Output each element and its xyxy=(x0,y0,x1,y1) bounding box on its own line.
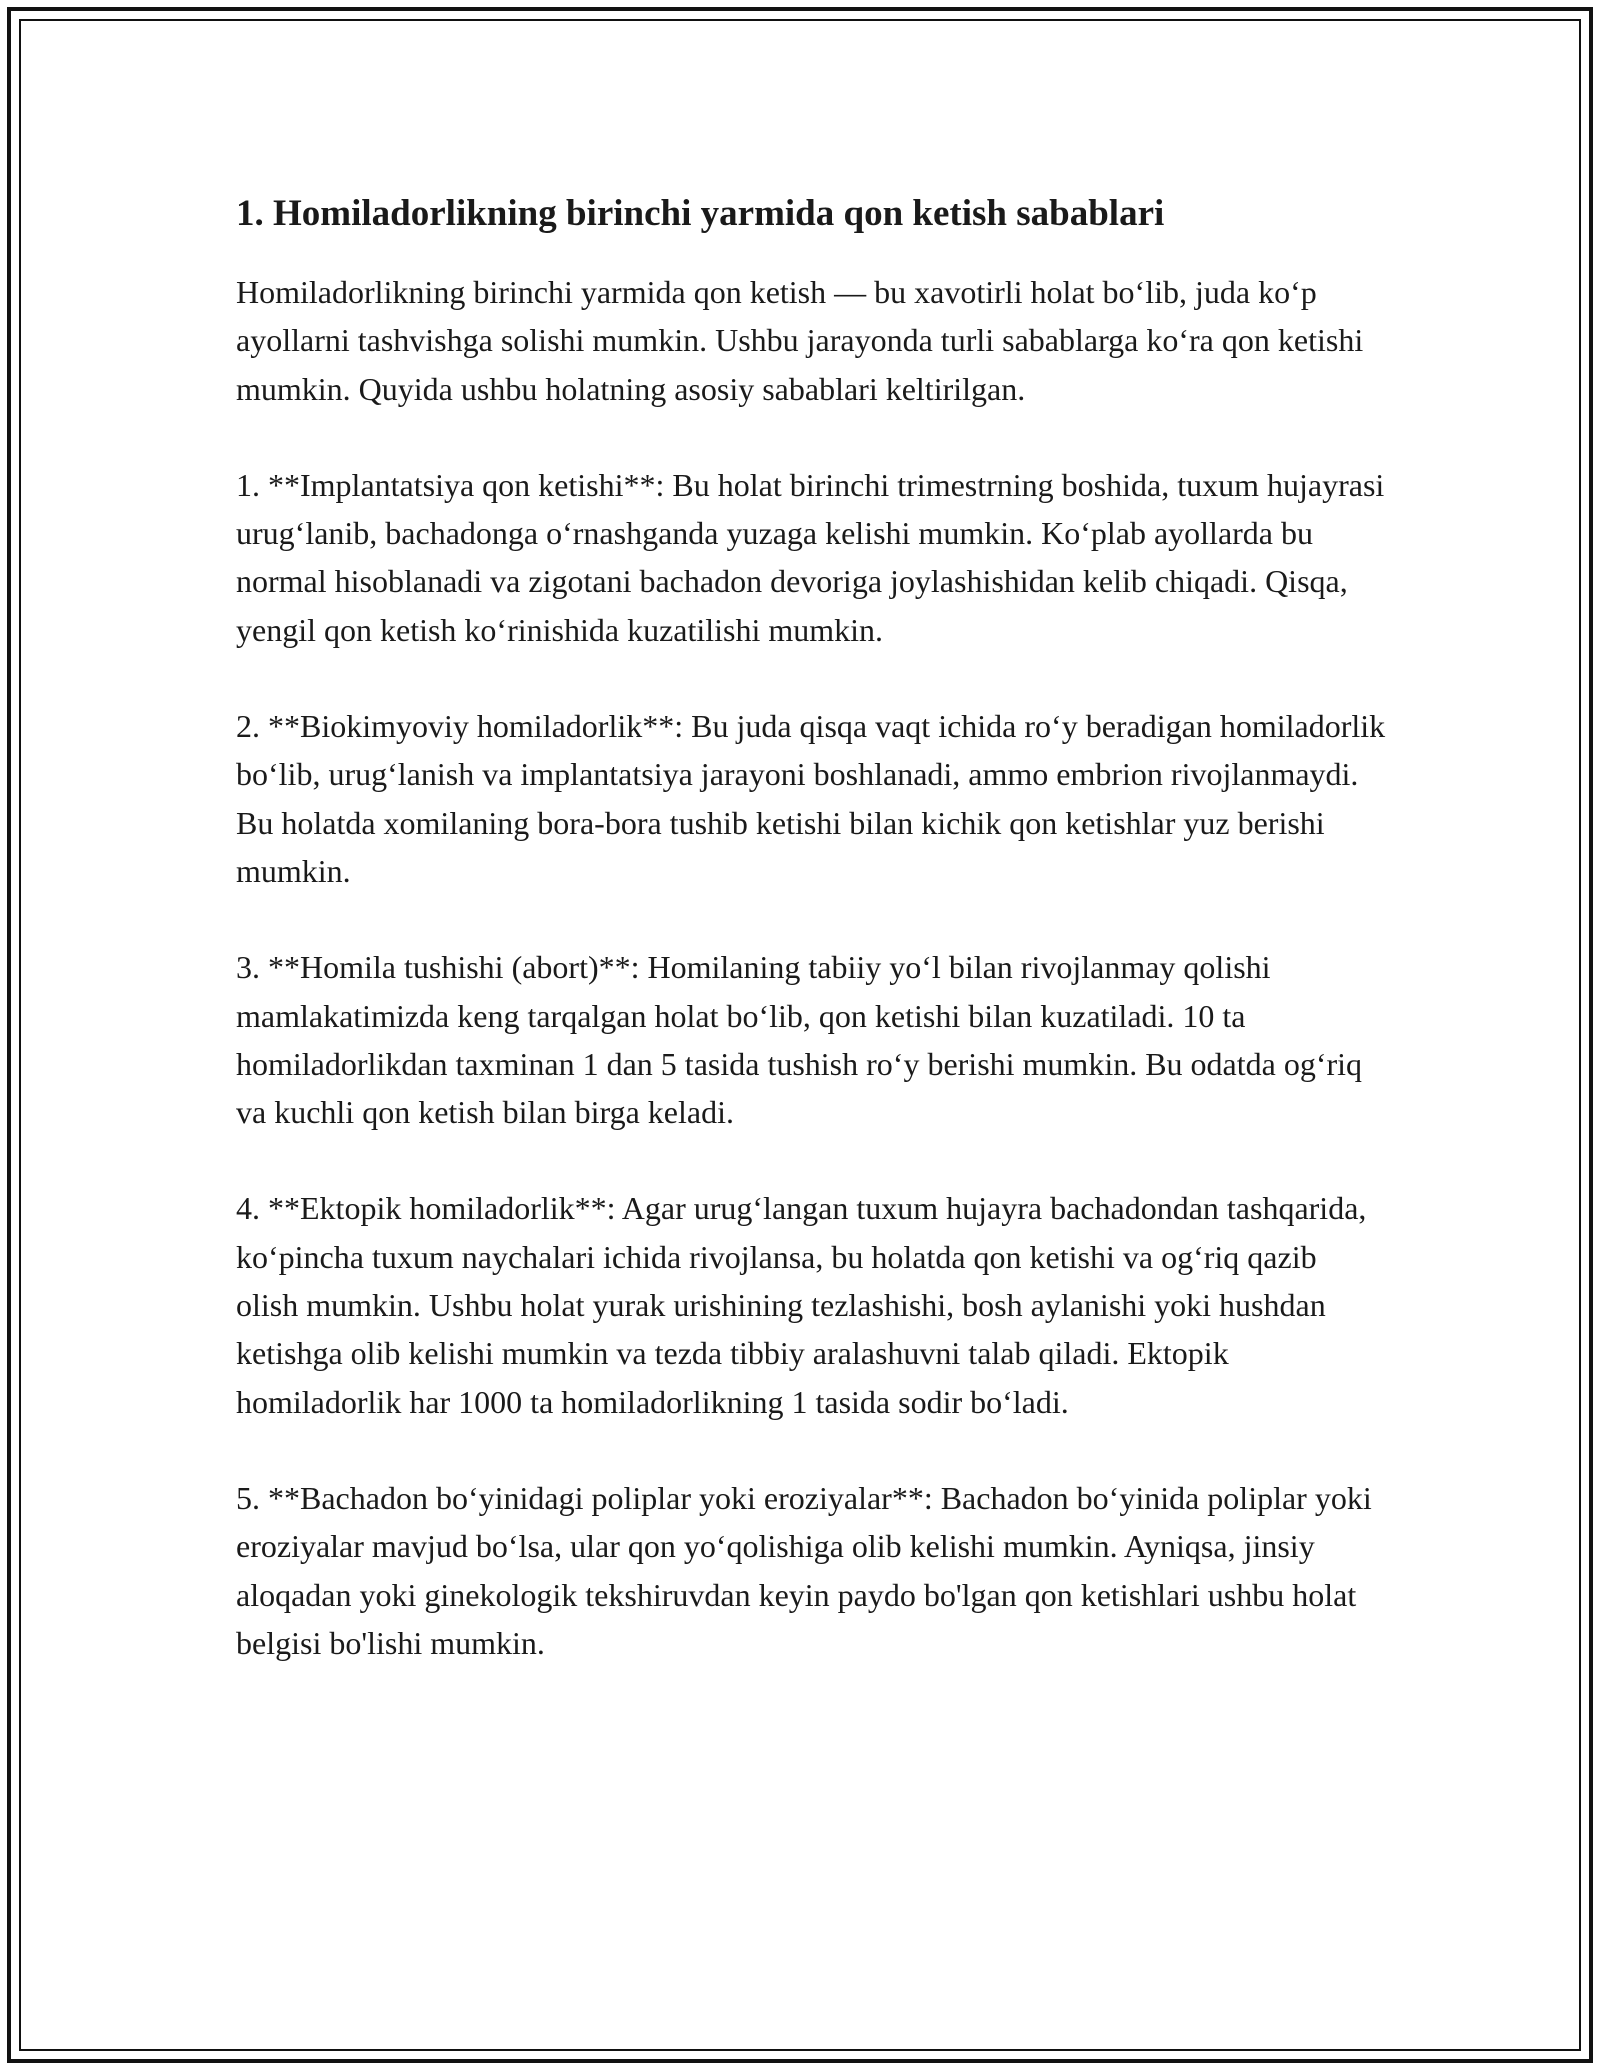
cause-cervical-polyps-paragraph: 5. **Bachadon bo‘yinidagi poliplar yoki eroziyalar**: Bachadon bo‘yinida poliplar yoki eroziyalar mavjud bo‘lsa, ular qon yo‘qolishiga olib kelishi mumkin. Ayniqsa, jinsiy aloqadan yoki ginekologik tekshiruvdan keyin paydo bo'lgan qon ketishlari ushbu holat belgisi bo'lishi mumkin. xyxy=(236,1479,1372,1661)
intro-paragraph: Homiladorlikning birinchi yarmida qon ketish — bu xavotirli holat bo‘lib, juda ko‘p ayollarni tashvishga solishi mumkin. Ushbu jarayonda turli sabablarga ko‘ra qon ketishi mumkin. Quyida ushbu holatning asosiy sabablari keltirilgan. xyxy=(236,274,1364,407)
cause-ectopic-pregnancy-paragraph: 4. **Ektopik homiladorlik**: Agar urug‘langan tuxum hujayra bachadondan tashqarida, ko‘pincha tuxum naychalari ichida rivojlansa, bu holatda qon ketishi va og‘riq qazib olish mumkin. Ushbu holat yurak urishining tezlashishi, bosh aylanishi yoki hushdan ketishga olib kelishi mumkin va tezda tibbiy aralashuvni talab qiladi. Ektopik homiladorlik har 1000 ta homiladorlikning 1 tasida sodir bo‘ladi. xyxy=(236,1190,1367,1420)
document-body xyxy=(236,188,1386,1715)
document-title: 1. Homiladorlikning birinchi yarmida qon ketish sabablari xyxy=(236,193,1165,234)
cause-miscarriage-paragraph: 3. **Homila tushishi (abort)**: Homilaning tabiiy yo‘l bilan rivojlanmay qolishi mamlakatimizda keng tarqalgan holat bo‘lib, qon ketishi bilan kuzatiladi. 10 ta homiladorlikdan taxminan 1 dan 5 tasida tushish ro‘y berishi mumkin. Bu odatda og‘riq va kuchli qon ketish bilan birga keladi. xyxy=(236,949,1363,1131)
cause-biochemical-pregnancy-paragraph: 2. **Biokimyoviy homiladorlik**: Bu juda qisqa vaqt ichida ro‘y beradigan homiladorlik bo‘lib, urug‘lanish va implantatsiya jarayoni boshlanadi, ammo embrion rivojlanmaydi. Bu holatda xomilaning bora-bora tushib ketishi bilan kichik qon ketishlar yuz berishi mumkin. xyxy=(236,708,1386,889)
cause-implantation-paragraph: 1. **Implantatsiya qon ketishi**: Bu holat birinchi trimestrning boshida, tuxum hujayrasi urug‘lanib, bachadonga o‘rnashganda yuzaga kelishi mumkin. Ko‘plab ayollarda bu normal hisoblanadi va zigotani bachadon devoriga joylashishidan kelib chiqadi. Qisqa, yengil qon ketish ko‘rinishida kuzatilishi mumkin. xyxy=(236,466,1385,648)
